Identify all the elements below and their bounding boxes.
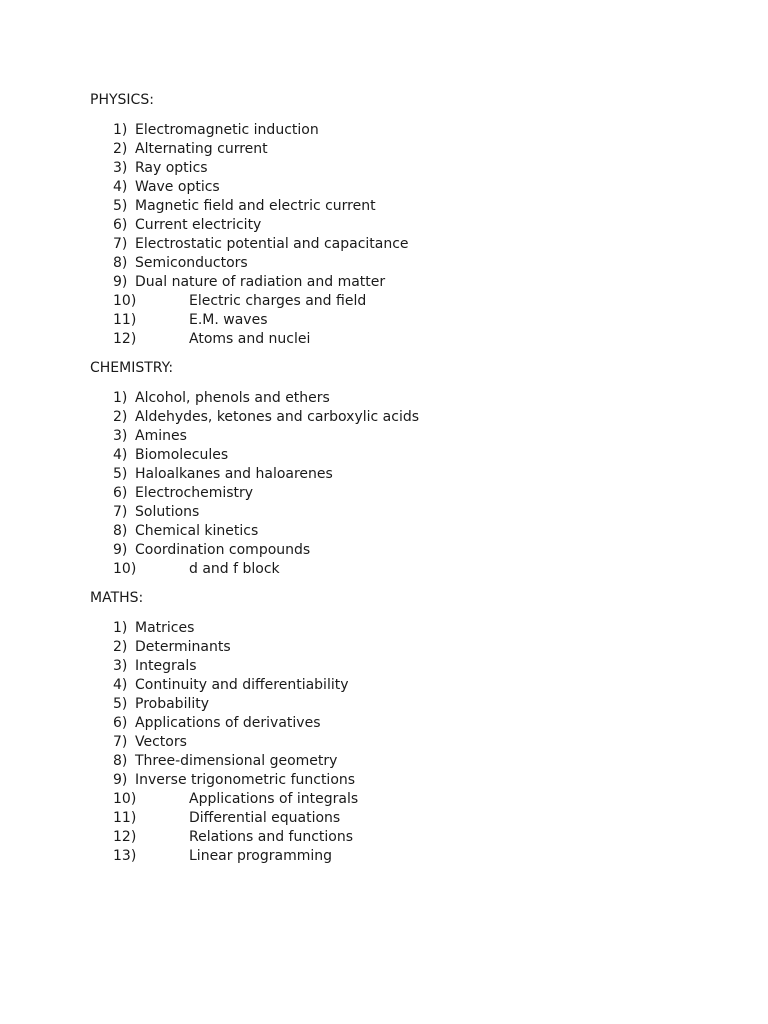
list-text: Alternating current: [135, 141, 268, 157]
list-item: [90, 560, 730, 579]
list-item: [90, 121, 730, 140]
list-number: 4): [113, 677, 128, 693]
list-number: 7): [113, 504, 128, 520]
list-number: 9): [113, 542, 128, 558]
list-number: 5): [113, 696, 128, 712]
list-number: 10): [113, 791, 137, 807]
list-item: [90, 733, 730, 752]
list-text: Ray optics: [135, 160, 208, 176]
list-number: 12): [113, 829, 137, 845]
list-text: Electric charges and field: [189, 293, 367, 309]
list-item: [90, 676, 730, 695]
section-heading: CHEMISTRY:: [90, 360, 174, 376]
list-text: Continuity and differentiability: [135, 677, 349, 693]
list-text: Relations and functions: [189, 829, 354, 845]
list-text: Differential equations: [189, 810, 341, 826]
list-number: 13): [113, 848, 137, 864]
list-item: [90, 254, 730, 273]
list-item: [90, 408, 730, 427]
list-item: [90, 638, 730, 657]
list-item: [90, 197, 730, 216]
list-number: 3): [113, 658, 128, 674]
list-number: 7): [113, 236, 128, 252]
topic-list: [90, 389, 730, 579]
list-item: [90, 695, 730, 714]
list-number: 8): [113, 255, 128, 271]
list-item: [90, 311, 730, 330]
list-item: [90, 541, 730, 560]
list-number: 3): [113, 428, 128, 444]
list-text: Probability: [135, 696, 210, 712]
list-number: 6): [113, 485, 128, 501]
list-number: 2): [113, 141, 128, 157]
list-number: 9): [113, 772, 128, 788]
list-number: 12): [113, 331, 137, 347]
list-item: [90, 159, 730, 178]
list-item: [90, 216, 730, 235]
list-text: Integrals: [135, 658, 197, 674]
list-text: Electromagnetic induction: [135, 122, 319, 138]
list-item: [90, 465, 730, 484]
list-text: Alcohol, phenols and ethers: [135, 390, 330, 406]
list-text: Dual nature of radiation and matter: [135, 274, 386, 290]
list-text: Electrostatic potential and capacitance: [135, 236, 409, 252]
list-text: Chemical kinetics: [135, 523, 259, 539]
list-text: Matrices: [135, 620, 195, 636]
list-item: [90, 522, 730, 541]
list-item: [90, 427, 730, 446]
list-text: E.M. waves: [189, 312, 268, 328]
section-heading: PHYSICS:: [90, 92, 154, 108]
list-number: 1): [113, 390, 128, 406]
section-chemistry: [90, 359, 730, 579]
list-text: Magnetic field and electric current: [135, 198, 376, 214]
list-item: [90, 619, 730, 638]
list-text: Semiconductors: [135, 255, 248, 271]
section-physics: [90, 91, 730, 349]
list-text: Electrochemistry: [135, 485, 254, 501]
list-text: Applications of derivatives: [135, 715, 321, 731]
list-text: Solutions: [135, 504, 200, 520]
list-number: 5): [113, 198, 128, 214]
list-text: Biomolecules: [135, 447, 229, 463]
list-text: Inverse trigonometric functions: [135, 772, 356, 788]
list-number: 6): [113, 715, 128, 731]
list-text: Wave optics: [135, 179, 220, 195]
list-item: [90, 235, 730, 254]
list-item: [90, 828, 730, 847]
list-item: [90, 847, 730, 866]
list-item: [90, 503, 730, 522]
list-item: [90, 389, 730, 408]
section-maths: [90, 589, 730, 866]
list-text: Current electricity: [135, 217, 262, 233]
list-item: [90, 790, 730, 809]
list-item: [90, 178, 730, 197]
list-item: [90, 330, 730, 349]
list-item: [90, 446, 730, 465]
list-number: 4): [113, 447, 128, 463]
topic-list: [90, 121, 730, 349]
list-text: Applications of integrals: [189, 791, 359, 807]
list-number: 2): [113, 639, 128, 655]
list-number: 1): [113, 620, 128, 636]
list-text: Coordination compounds: [135, 542, 311, 558]
list-item: [90, 273, 730, 292]
list-text: Vectors: [135, 734, 187, 750]
list-number: 1): [113, 122, 128, 138]
list-number: 4): [113, 179, 128, 195]
section-heading: MATHS:: [90, 590, 144, 606]
list-number: 11): [113, 810, 137, 826]
list-number: 3): [113, 160, 128, 176]
list-number: 11): [113, 312, 137, 328]
document-page: [90, 91, 730, 876]
list-item: [90, 752, 730, 771]
list-text: Atoms and nuclei: [189, 331, 311, 347]
list-item: [90, 140, 730, 159]
list-text: Amines: [135, 428, 187, 444]
list-number: 10): [113, 561, 137, 577]
list-number: 7): [113, 734, 128, 750]
list-text: Aldehydes, ketones and carboxylic acids: [135, 409, 420, 425]
list-number: 8): [113, 523, 128, 539]
list-text: Three-dimensional geometry: [135, 753, 338, 769]
list-item: [90, 771, 730, 790]
list-text: d and f block: [189, 561, 280, 577]
list-number: 6): [113, 217, 128, 233]
list-number: 2): [113, 409, 128, 425]
list-item: [90, 657, 730, 676]
list-text: Haloalkanes and haloarenes: [135, 466, 333, 482]
list-item: [90, 292, 730, 311]
list-number: 10): [113, 293, 137, 309]
list-item: [90, 714, 730, 733]
list-item: [90, 484, 730, 503]
topic-list: [90, 619, 730, 866]
list-text: Determinants: [135, 639, 231, 655]
list-number: 5): [113, 466, 128, 482]
list-text: Linear programming: [189, 848, 333, 864]
list-number: 8): [113, 753, 128, 769]
list-number: 9): [113, 274, 128, 290]
list-item: [90, 809, 730, 828]
